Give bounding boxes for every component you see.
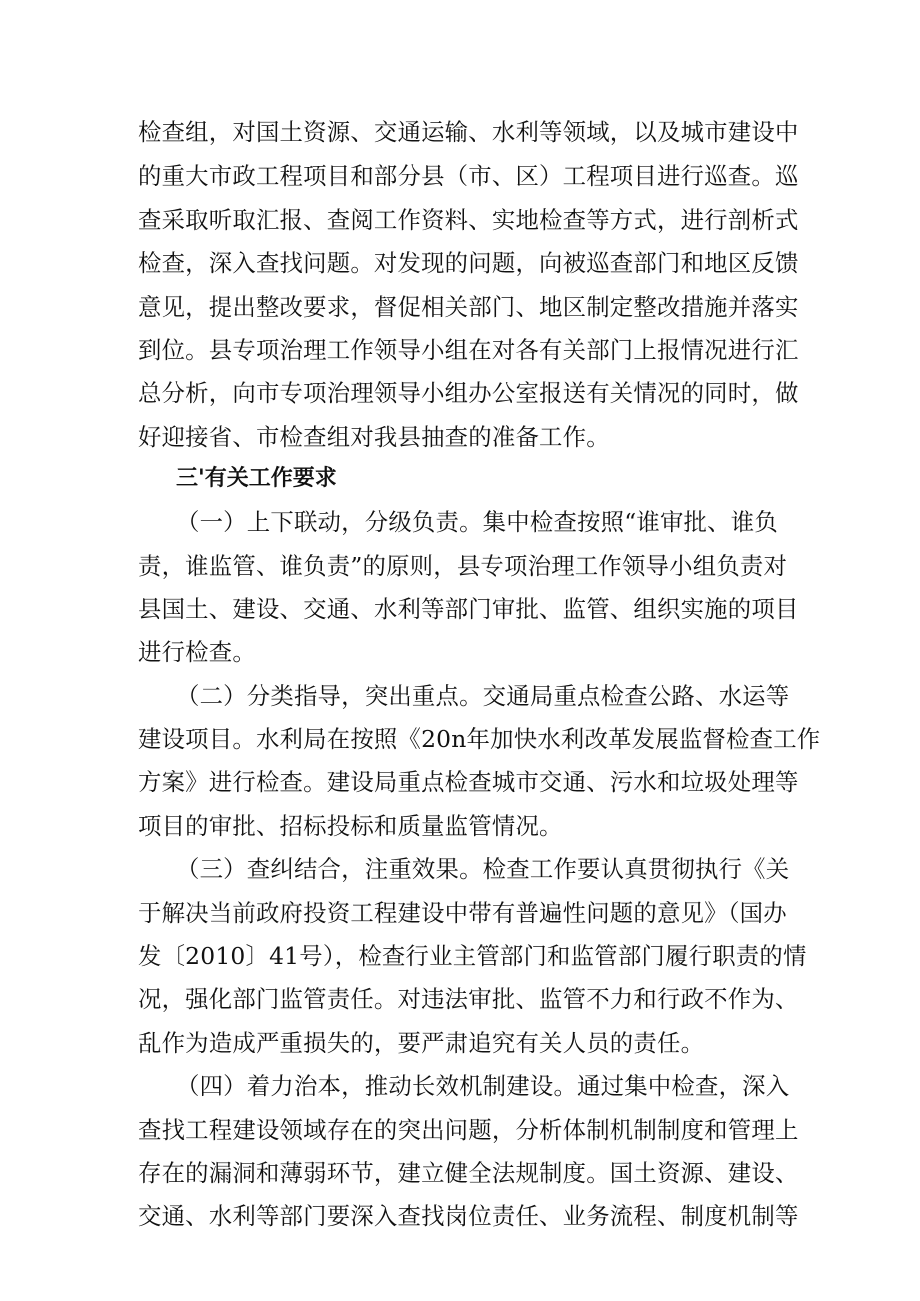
paragraph-line: 检查，深入查找问题。对发现的问题，向被巡查部门和地区反馈 [138,249,799,277]
paragraph-line: 县国土、建设、交通、水利等部门审批、监管、组织实施的项目 [138,595,799,623]
paragraph-line: （二）分类指导，突出重点。交通局重点检查公路、水运等 [176,682,790,710]
paragraph-line: 好迎接省、市检查组对我县抽查的准备工作。 [138,423,610,451]
paragraph-line: （四）着力治本，推动长效机制建设。通过集中检查，深入 [176,1072,790,1100]
section-heading: 三'有关工作要求 [176,466,337,491]
paragraph-line: 的重大市政工程项目和部分县（市、区）工程项目进行巡查。巡 [138,162,799,190]
paragraph-line: 于解决当前政府投资工程建设中带有普遍性问题的意见》（国办 [138,899,787,927]
paragraph-line: 交通、水利等部门要深入查找岗位责任、业务流程、制度机制等 [138,1202,799,1230]
paragraph-line: 到位。县专项治理工作领导小组在对各有关部门上报情况进行汇 [138,336,799,364]
paragraph-line: 项目的审批、招标投标和质量监管情况。 [138,812,563,840]
paragraph-line: 况，强化部门监管责任。对违法审批、监管不力和行政不作为、 [138,985,799,1013]
paragraph-line: 责，谁监管、谁负责”的原则，县专项治理工作领导小组负责对 [138,552,788,580]
paragraph-line: 查找工程建设领域存在的突出问题，分析体制机制制度和管理上 [138,1116,799,1144]
paragraph-line: 发〔2010〕41号），检查行业主管部门和监管部门履行职责的情 [138,942,807,970]
paragraph-line: 意见，提出整改要求，督促相关部门、地区制定整改措施并落实 [138,293,799,321]
paragraph-line: 存在的漏洞和薄弱环节，建立健全法规制度。国土资源、建设、 [138,1159,799,1187]
paragraph-line: 检查组，对国土资源、交通运输、水利等领域，以及城市建设中 [138,118,799,146]
paragraph-line: （一）上下联动，分级负责。集中检查按照“谁审批、谁负 [176,508,778,536]
paragraph-line: （三）查纠结合，注重效果。检查工作要认真贯彻执行《关 [176,855,790,883]
paragraph-line: 方案》进行检查。建设局重点检查城市交通、污水和垃圾处理等 [138,768,799,796]
paragraph-line: 查采取听取汇报、查阅工作资料、实地检查等方式，进行剖析式 [138,206,799,234]
paragraph-line: 进行检查。 [138,638,256,666]
paragraph-line: 建设项目。水利局在按照《20n年加快水利改革发展监督检查工作 [138,725,821,753]
paragraph-line: 乱作为造成严重损失的，要严肃追究有关人员的责任。 [138,1029,705,1057]
paragraph-line: 总分析，向市专项治理领导小组办公室报送有关情况的同时，做 [138,379,799,407]
